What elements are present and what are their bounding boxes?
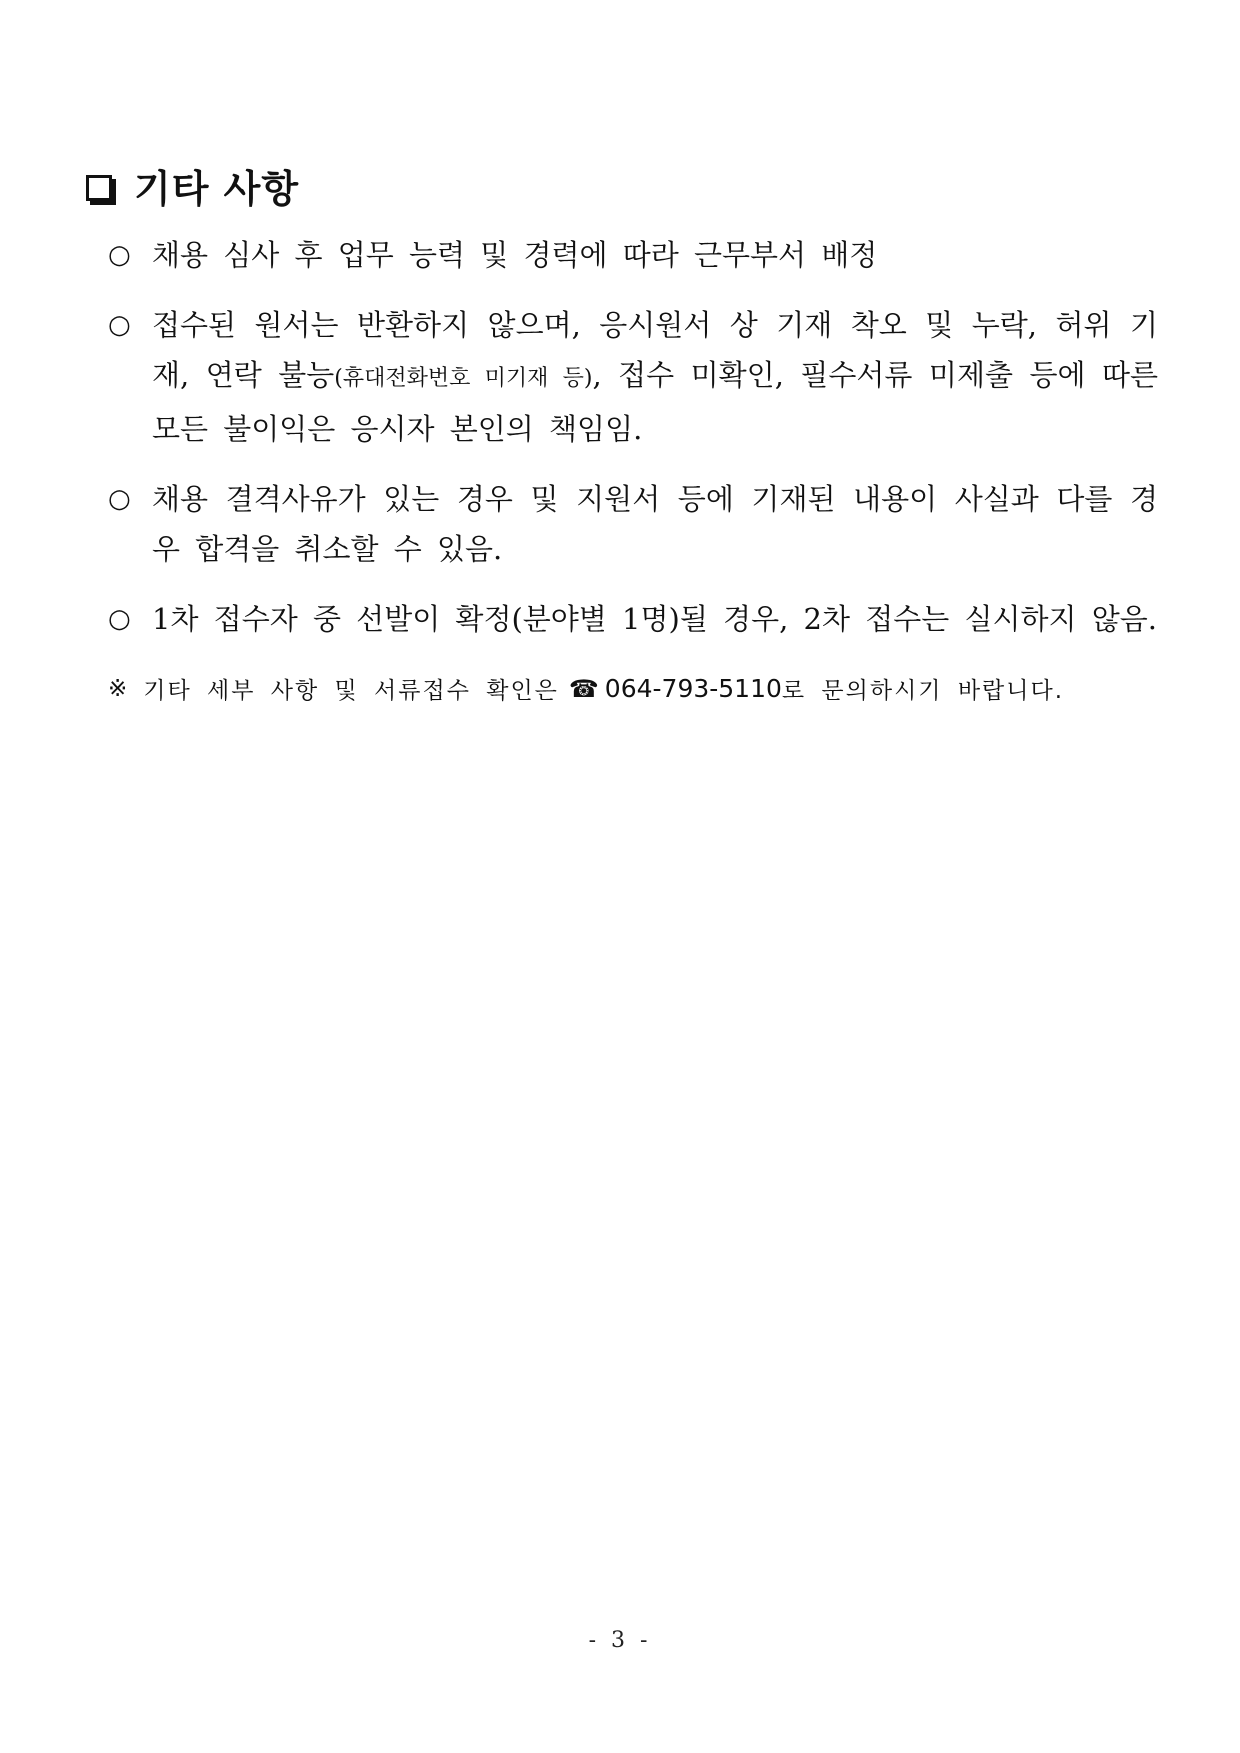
item-text-main: 1차 접수자 중 선발이 확정(분야별 1명)될 경우, 2차 접수는 실시하지 않음. xyxy=(152,602,1157,636)
list-item xyxy=(108,300,1158,454)
item-text-small: (휴대전화번호 미기재 등) xyxy=(334,366,593,391)
bullet-icon: ○ xyxy=(108,310,131,340)
section-title: 기타 사항 xyxy=(134,167,300,211)
reference-mark: ※ xyxy=(108,675,130,702)
note-text-after: 로 문의하시기 바랍니다. xyxy=(781,678,1065,704)
list-item xyxy=(108,474,1158,574)
contact-note xyxy=(108,672,1188,705)
page-number: - 3 - xyxy=(588,1628,652,1653)
item-list xyxy=(108,230,1158,664)
bullet-icon: ○ xyxy=(108,604,131,634)
item-text xyxy=(152,474,1158,574)
item-text-tail: , 접수 미확인, 필수서류 미제출 등에 따른 모든 불이익은 응시자 본인의 책임임. xyxy=(152,358,1158,446)
square-checkbox-icon xyxy=(86,175,112,201)
item-text-main: 접수된 원서는 반환하지 않으며, 응시원서 상 기재 착오 및 누락, 허위 기재, 연락 불능 xyxy=(152,308,1158,392)
item-text-main: 채용 심사 후 업무 능력 및 경력에 따라 근무부서 배정 xyxy=(152,238,878,272)
phone-number: 064-793-5110 xyxy=(604,674,782,703)
list-item xyxy=(108,230,1158,280)
section-heading xyxy=(86,158,299,213)
item-text xyxy=(152,230,1158,280)
bullet-icon: ○ xyxy=(108,240,131,270)
list-item xyxy=(108,594,1158,644)
item-text-main: 채용 결격사유가 있는 경우 및 지원서 등에 기재된 내용이 사실과 다를 경우 합격을 취소할 수 있음. xyxy=(152,482,1158,566)
item-text xyxy=(152,300,1158,454)
note-text-before: 기타 세부 사항 및 서류접수 확인은 xyxy=(143,678,559,704)
item-text xyxy=(152,594,1158,644)
phone-icon: ☎ xyxy=(568,674,601,703)
bullet-icon: ○ xyxy=(108,484,131,514)
